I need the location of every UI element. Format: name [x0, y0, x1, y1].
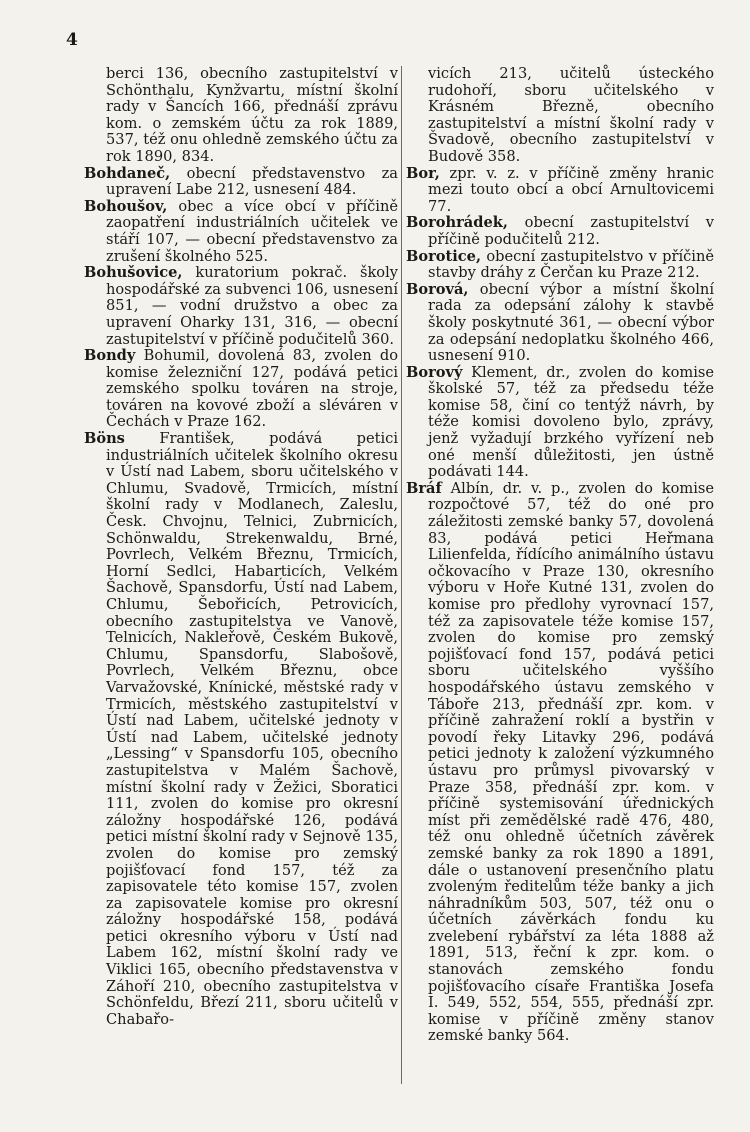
entry-headword: Borohrádek,: [406, 214, 508, 232]
index-entry: [84, 431, 398, 1028]
index-entry: [406, 249, 714, 282]
entry-headword: Bor,: [406, 164, 440, 182]
entry-text: obecní výbor a místní školní rada za odepsání zálohy k stavbě školy poskytnuté 361, — obecní výbor za odepsání nedoplatku školného 466, usnesení 910.: [428, 280, 714, 365]
entry-text: obecní zastupitelství v příčině podučitelů 212.: [428, 214, 714, 248]
index-entry: [84, 265, 398, 348]
entry-text: Albín, dr. v. p., zvolen do komise rozpočtové 57, též do oné pro záležitosti zemské banky 57, dovolená 83, podává petici Heřmana Lilienfelda, řídícího animálního ústavu očkovacího v Praze 130, okresního výboru v Hoře Kutné 131, zvolen do komise pro předlohy vyrovnací 157, též za zapisovatele téže komise 157, zvolen do komise pro zemský pojišťovací fond 157, podává petici sboru učitelského vyššího hospodářského ústavu zemského v Táboře 213, přednáší zpr. kom. v příčině zahražení roklí a bystřin v povodí řeky Litavky 296, podává petici jednoty k založení výzkumného ústavu pro průmysl pivovarský v Praze 358, přednáší zpr. kom. v příčině systemisování úřednických míst při zemědělské radě 476, 480, též onu ohledně účetních závěrek zemské banky za rok 1890 a 1891, dále o ustanovení presenčního platu zvoleným ředitelům téže banky a jich náhradníkům 503, 507, též onu o účetních závěrkách fondu ku zvelebení rybářství za léta 1888 až 1891, 513, řeční k zpr. kom. o stanovách zemského fondu pojišťovacího císaře Františka Josefa I. 549, 552, 554, 555, přednáší zpr. komise v příčině změny stanov zemské banky 564.: [428, 479, 714, 1045]
index-entry: [406, 66, 714, 166]
index-entry: [406, 282, 714, 365]
column-divider: [401, 66, 402, 1084]
entry-headword: Böns: [84, 430, 125, 448]
index-entry: [406, 481, 714, 1045]
entry-text: Klement, dr., zvolen do komise školské 57, též za předsedu téže komise 58, činí co tentýž návrh, by téže komisi dovoleno bylo, zprávy, jenž vyžadují brzkého vyřízení neb oné menší důležitosti, jen ústně podávati 144.: [428, 363, 714, 481]
right-column: [406, 66, 714, 1045]
entry-text: zpr. v. z. v příčině změny hranic mezi touto obcí a obcí Arnultovicemi 77.: [428, 164, 714, 215]
page-number: 4: [66, 30, 78, 50]
entry-text: Bohumil, dovolená 83, zvolen do komise železniční 127, podává petici zemského spolku továren na stroje, továren na kovové zboží a sléváren v Čechách v Praze 162.: [106, 347, 398, 431]
entry-text: obecní zastupitelstvo v příčině stavby dráhy z Čerčan ku Praze 212.: [428, 247, 714, 282]
entry-text: berci 136, obecního zastupitelství v Schönthalu, Kynžvartu, místní školní rady v Šancích 166, přednáší zprávu kom. o zemském účtu za rok 1889, 537, též onu ohledně zemského účtu za rok 1890, 834.: [106, 65, 398, 165]
index-entry: [406, 365, 714, 481]
index-entry: [84, 166, 398, 199]
entry-headword: Bondy: [84, 347, 136, 365]
index-entry: [406, 166, 714, 216]
entry-headword: Bráf: [406, 479, 442, 497]
entry-text: obecní představenstvo za upravení Labe 212, usnesení 484.: [106, 164, 398, 199]
entry-text: obec a více obcí v příčině zaopatření industriálních učitelek ve stáří 107, — obecní představenstvo za zrušení školného 525.: [106, 197, 398, 265]
index-entry: [84, 66, 398, 166]
index-entry: [84, 348, 398, 431]
entry-headword: Bohušovice,: [84, 264, 183, 282]
entry-headword: Borová,: [406, 280, 469, 298]
entry-headword: Borový: [406, 363, 463, 381]
index-entry: [406, 215, 714, 248]
entry-text: František, podává petici industriálních učitelek školního okresu v Ústí nad Labem, sboru učitelského v Chlumu, Svadově, Trmicích, místní školní rady v Modlanech, Zaleslu, Česk. Chvojnu, Telnici, Zubrnicích, Schönwaldu, Strekenwaldu, Brné, Povrlech, Velkém Březnu, Trmicích, Horní Sedlci, Habarticích, Velkém Šachově, Spansdorfu, Ústí nad Labem, Chlumu, Šebořicích, Petrovicích, obecního zastupitelstva ve Vanově, Telnicích, Nakleřově, Českém Bukově, Chlumu, Spansdorfu, Slabošově, Povrlech, Velkém Březnu, obce Varvažovské, Knínické, městské rady v Trmicích, městského zastupitelství v Ústí nad Labem, učitelské jednoty v Ústí nad Labem, učitelské jednoty „Lessing“ v Spansdorfu 105, obecního zastupitelstva v Malém Šachově, místní školní rady v Žežici, Sboratici 111, zvolen do komise pro okresní záložny hospodářské 126, podává petici místní školní rady v Sejnově 135, zvolen do komise pro zemský pojišťovací fond 157, též za zapisovatele této komise 157, zvolen za zapisovatele komise pro okresní záložny hospodářské 158, podává petici okresního výboru v Ústí nad Labem 162, místní školní rady ve Viklici 165, obecního představenstva v Záhoří 210, obecního zastupitelstva v Schönfeldu, Březí 211, sboru učitelů v Chabařo-: [106, 430, 398, 1028]
entry-headword: Borotice,: [406, 247, 482, 265]
entry-text: vicích 213, učitelů ústeckého rudohoří, sboru učitelského v Krásném Březně, obecního zastupitelství a místní školní rady v Švadově, obecního zastupitelství v Budově 358.: [428, 65, 714, 165]
entry-headword: Bohoušov,: [84, 197, 168, 215]
index-entry: [84, 199, 398, 265]
entry-text: kuratorium pokrač. školy hospodářské za subvenci 106, usnesení 851, — vodní družstvo a obec za upravení Oharky 131, 316, — obecní zastupitelství v příčině podučitelů 360.: [106, 264, 398, 348]
entry-headword: Bohdaneč,: [84, 164, 171, 182]
left-column: [84, 66, 398, 1028]
